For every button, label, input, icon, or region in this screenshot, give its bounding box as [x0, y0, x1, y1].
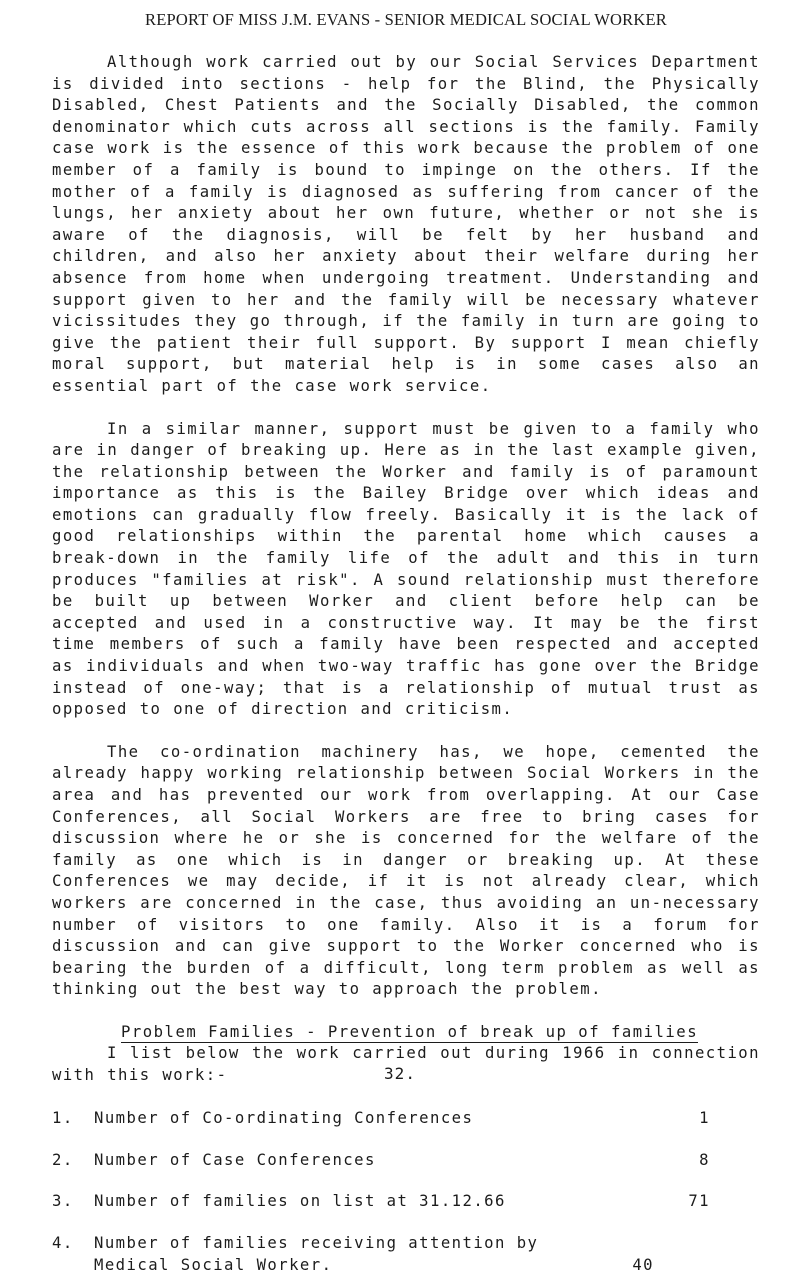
- item-label: Number of Case Conferences: [94, 1150, 620, 1172]
- statistics-list: [52, 1108, 760, 1276]
- item-label: Number of Co-ordinating Conferences: [94, 1108, 620, 1130]
- list-item: [52, 1233, 760, 1276]
- item-value: 71: [620, 1191, 760, 1213]
- item-label: Number of families on list at 31.12.66: [94, 1191, 620, 1213]
- item-value: 1: [620, 1108, 760, 1130]
- paragraph-family-casework: Although work carried out by our Social Services Department is divided into sections - help for the Blind, the Physically Disabled, Chest Patients and the Socially Disabled, the common denominator which cuts across all sections is the family. Family case work is the essence of this work because the problem of one member of a family is bound to impinge on the others. If the mother of a family is diagnosed as suffering from cancer of the lungs, her anxiety about her own future, whether or not she is aware of the diagnosis, will be felt by her husband and children, and also her anxiety about their welfare during her absence from home when undergoing treatment. Understanding and support given to her and the family will be necessary whatever vicissitudes they go through, if the family in turn are going to give the patient their full support. By support I mean chiefly moral support, but material help is in some cases also an essential part of the case work service.: [52, 52, 760, 398]
- item-value: 40: [564, 1255, 704, 1276]
- item-number: 3.: [52, 1191, 94, 1213]
- list-item: [52, 1150, 760, 1172]
- paragraph-coordination: The co-ordination machinery has, we hope, cemented the already happy working relationship between Social Workers in the area and has prevented our work from overlapping. At our Case Conferences, all Social Workers are free to bring cases for discussion where he or she is concerned for the welfare of the family as one which is in danger or breaking up. At these Conferences we may decide, if it is not already clear, which workers are concerned in the case, thus avoiding an un-necessary number of visitors to one family. Also it is a forum for discussion and can give support to the Worker concerned who is bearing the burden of a difficult, long term problem as well as thinking out the best way to approach the problem.: [52, 742, 760, 1001]
- paragraph-families-at-risk: In a similar manner, support must be given to a family who are in danger of breaking up. Here as in the last example given, the relationship between the Worker and family is of paramount importance as this is the Bailey Bridge over which ideas and emotions can gradually flow freely. Basically it is the lack of good relationships within the parental home which causes a break-down in the family life of the adult and this in turn produces "families at risk". A sound relationship must therefore be built up between Worker and client before help can be accepted and used in a constructive way. It may be the first time members of such a family have been respected and accepted as individuals and when two-way traffic has gone over the Bridge instead of one-way; that is a relationship of mutual trust as opposed to one of direction and criticism.: [52, 419, 760, 721]
- item-value: 8: [620, 1150, 760, 1172]
- list-item: [52, 1108, 760, 1130]
- section-heading: Problem Families - Prevention of break up of families: [121, 1023, 698, 1043]
- intro-paragraph: I list below the work carried out during 1966 in connection with this work:-: [52, 1043, 760, 1086]
- page-number: 32.: [0, 1064, 800, 1083]
- item-label: Number of families receiving attention by Medical Social Worker.: [94, 1233, 564, 1276]
- report-header: REPORT OF MISS J.M. EVANS - SENIOR MEDICAL SOCIAL WORKER: [52, 10, 760, 30]
- item-number: 4.: [52, 1233, 94, 1276]
- list-item: [52, 1191, 760, 1213]
- item-number: 2.: [52, 1150, 94, 1172]
- item-number: 1.: [52, 1108, 94, 1130]
